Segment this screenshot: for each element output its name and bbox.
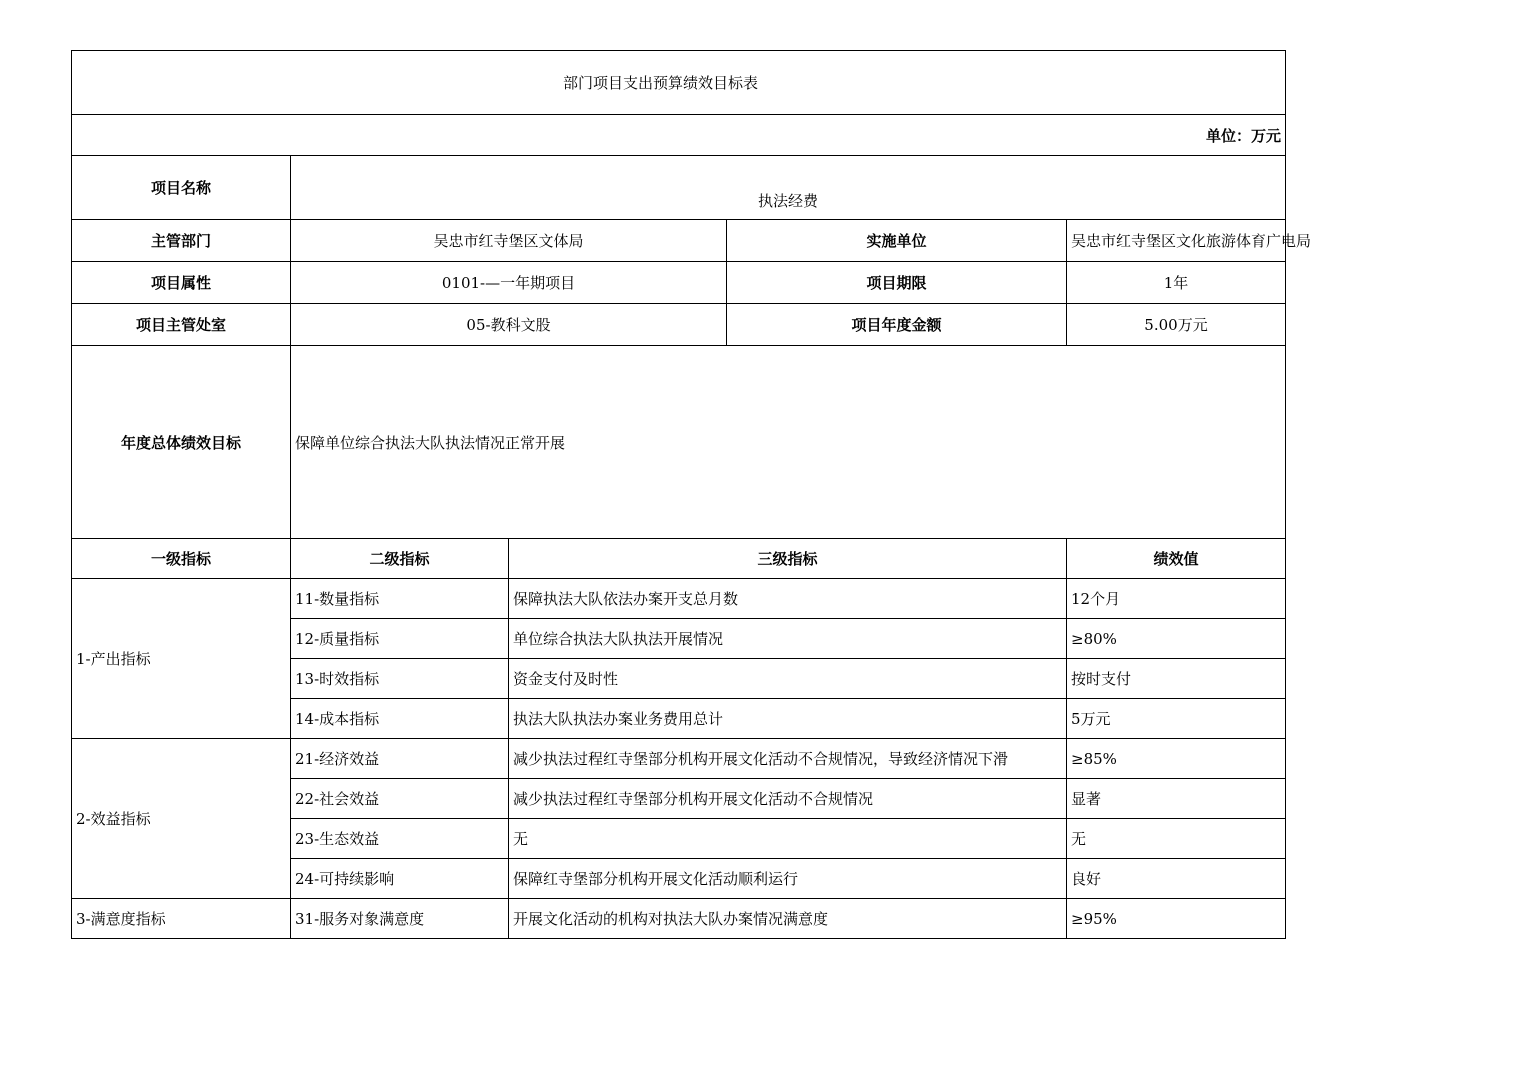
level3-indicator: 减少执法过程红寺堡部分机构开展文化活动不合规情况 (509, 779, 1067, 819)
header-level1: 一级指标 (72, 539, 291, 579)
level2-indicator: 14-成本指标 (291, 699, 509, 739)
amount-value: 5.00万元 (1067, 304, 1286, 346)
amount-label: 项目年度金额 (727, 304, 1067, 346)
table-row (72, 899, 1286, 939)
attr-value: 0101-—一年期项目 (291, 262, 727, 304)
indicator-header-row (72, 539, 1286, 579)
attr-label: 项目属性 (72, 262, 291, 304)
impl-value: 吴忠市红寺堡区文化旅游体育广电局 (1067, 220, 1286, 262)
table-row (72, 579, 1286, 619)
level3-indicator: 执法大队执法办案业务费用总计 (509, 699, 1067, 739)
level2-indicator: 11-数量指标 (291, 579, 509, 619)
level3-indicator: 无 (509, 819, 1067, 859)
performance-value: ≥80% (1067, 619, 1286, 659)
level3-indicator: 保障红寺堡部分机构开展文化活动顺利运行 (509, 859, 1067, 899)
level2-indicator: 23-生态效益 (291, 819, 509, 859)
page-title: 部门项目支出预算绩效目标表 (72, 51, 1286, 115)
project-name-value: 执法经费 (291, 156, 1286, 220)
performance-value: 按时支付 (1067, 659, 1286, 699)
performance-value: ≥95% (1067, 899, 1286, 939)
performance-value: 12个月 (1067, 579, 1286, 619)
dept-value: 吴忠市红寺堡区文体局 (291, 220, 727, 262)
level2-indicator: 22-社会效益 (291, 779, 509, 819)
level1-indicator: 1-产出指标 (72, 579, 291, 739)
level3-indicator: 减少执法过程红寺堡部分机构开展文化活动不合规情况，导致经济情况下滑 (509, 739, 1067, 779)
office-label: 项目主管处室 (72, 304, 291, 346)
goal-value: 保障单位综合执法大队执法情况正常开展 (291, 346, 1286, 539)
level2-indicator: 21-经济效益 (291, 739, 509, 779)
dept-label: 主管部门 (72, 220, 291, 262)
office-value: 05-教科文股 (291, 304, 727, 346)
period-value: 1年 (1067, 262, 1286, 304)
table-row (72, 739, 1286, 779)
unit-label: 单位：万元 (72, 115, 1286, 156)
goal-label: 年度总体绩效目标 (72, 346, 291, 539)
performance-target-table (71, 50, 1312, 939)
performance-value: ≥85% (1067, 739, 1286, 779)
performance-value: 显著 (1067, 779, 1286, 819)
level3-indicator: 资金支付及时性 (509, 659, 1067, 699)
level2-indicator: 24-可持续影响 (291, 859, 509, 899)
performance-value: 5万元 (1067, 699, 1286, 739)
level2-indicator: 13-时效指标 (291, 659, 509, 699)
header-level2: 二级指标 (291, 539, 509, 579)
level3-indicator: 开展文化活动的机构对执法大队办案情况满意度 (509, 899, 1067, 939)
level3-indicator: 保障执法大队依法办案开支总月数 (509, 579, 1067, 619)
header-value: 绩效值 (1067, 539, 1286, 579)
period-label: 项目期限 (727, 262, 1067, 304)
header-level3: 三级指标 (509, 539, 1067, 579)
level2-indicator: 31-服务对象满意度 (291, 899, 509, 939)
project-name-label: 项目名称 (72, 156, 291, 220)
level2-indicator: 12-质量指标 (291, 619, 509, 659)
level1-indicator: 2-效益指标 (72, 739, 291, 899)
level3-indicator: 单位综合执法大队执法开展情况 (509, 619, 1067, 659)
level1-indicator: 3-满意度指标 (72, 899, 291, 939)
impl-label: 实施单位 (727, 220, 1067, 262)
performance-value: 无 (1067, 819, 1286, 859)
performance-value: 良好 (1067, 859, 1286, 899)
